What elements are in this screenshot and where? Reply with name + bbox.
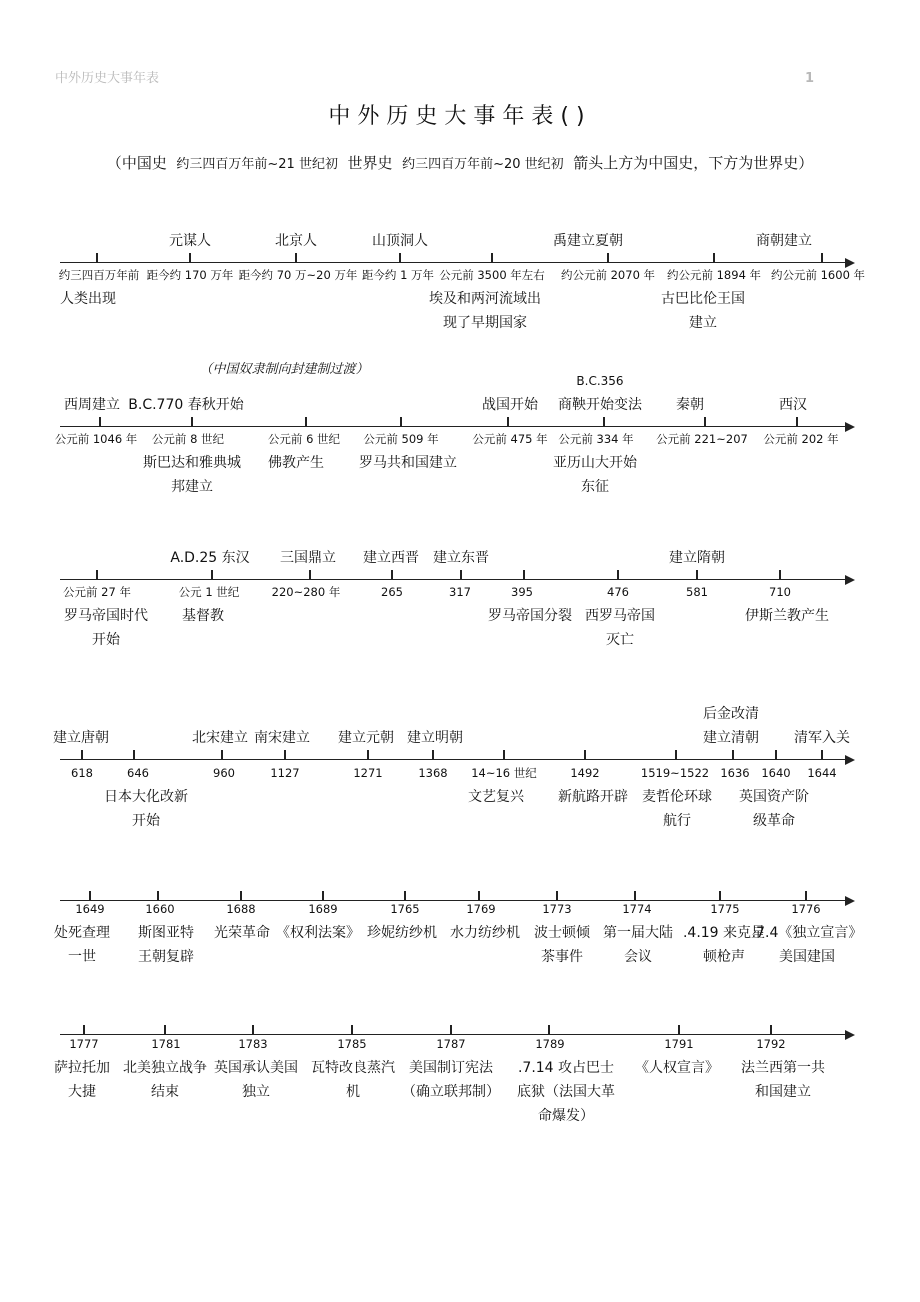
world-event: 一世 bbox=[68, 949, 96, 965]
subtitle-world-range: 约三四百万年前~20 世纪初 bbox=[402, 157, 564, 172]
date-label: 960 bbox=[213, 766, 235, 780]
china-event: 建立东晋 bbox=[433, 550, 489, 566]
timeline-tick bbox=[491, 253, 492, 262]
timeline-tick bbox=[507, 417, 508, 426]
china-event: 南宋建立 bbox=[254, 730, 310, 746]
date-label: 1649 bbox=[75, 902, 105, 916]
subtitle-china: 中国史 bbox=[121, 154, 167, 172]
timeline-tick bbox=[805, 891, 806, 900]
world-event: 伊斯兰教产生 bbox=[745, 608, 829, 624]
date-label: 距今约 170 万年 bbox=[146, 268, 234, 282]
date-label: 1492 bbox=[570, 766, 600, 780]
world-event: 罗马帝国分裂 bbox=[488, 608, 572, 624]
date-label: 约公元前 1894 年 bbox=[666, 268, 762, 282]
world-event: 茶事件 bbox=[541, 949, 583, 965]
world-event: 底狱（法国大革 bbox=[517, 1084, 615, 1100]
date-label: 618 bbox=[71, 766, 93, 780]
arrow-icon bbox=[845, 575, 855, 585]
timeline-tick bbox=[523, 570, 524, 579]
date-label: 1660 bbox=[145, 902, 175, 916]
china-event: 禹建立夏朝 bbox=[553, 233, 623, 249]
timeline-tick bbox=[432, 750, 433, 759]
world-event: 英国资产阶 bbox=[739, 789, 809, 805]
china-event: 北京人 bbox=[275, 233, 317, 249]
arrow-icon bbox=[845, 755, 855, 765]
date-label: 1781 bbox=[151, 1037, 181, 1051]
date-label: 1791 bbox=[664, 1037, 694, 1051]
timeline-axis bbox=[60, 1034, 845, 1035]
china-event: 建立明朝 bbox=[407, 730, 463, 746]
date-label: 距今约 1 万年 bbox=[361, 268, 435, 282]
world-event: 罗马帝国时代 bbox=[64, 608, 148, 624]
date-label: 1785 bbox=[337, 1037, 367, 1051]
timeline-tick bbox=[240, 891, 241, 900]
timeline-tick bbox=[770, 1025, 771, 1034]
timeline-tick bbox=[252, 1025, 253, 1034]
date-label: 约公元前 2070 年 bbox=[560, 268, 656, 282]
world-event: 王朝复辟 bbox=[138, 949, 194, 965]
world-event: 西罗马帝国 bbox=[585, 608, 655, 624]
date-label: 公元前 334 年 bbox=[558, 432, 634, 446]
china-event: 战国开始 bbox=[482, 397, 538, 413]
timeline-tick bbox=[779, 570, 780, 579]
timeline-tick bbox=[675, 750, 676, 759]
arrow-icon bbox=[845, 1030, 855, 1040]
timeline-tick bbox=[796, 417, 797, 426]
date-label: 公元前 509 年 bbox=[363, 432, 439, 446]
world-event: 珍妮纺纱机 bbox=[367, 925, 437, 941]
date-label: 646 bbox=[127, 766, 149, 780]
date-label: 220~280 年 bbox=[271, 585, 341, 599]
timeline-tick bbox=[404, 891, 405, 900]
world-event: 现了早期国家 bbox=[443, 315, 527, 331]
subtitle-open: （ bbox=[106, 154, 122, 172]
date-label: 公元前 3500 年左右 bbox=[439, 268, 545, 282]
document-header: 中外历史大事年表 bbox=[55, 71, 160, 86]
world-event: .4.19 来克星 bbox=[682, 925, 766, 941]
china-event: 山顶洞人 bbox=[372, 233, 428, 249]
date-label: 1775 bbox=[710, 902, 740, 916]
world-event: 埃及和两河流域出 bbox=[429, 291, 541, 307]
timeline-tick bbox=[399, 253, 400, 262]
world-event: 波士顿倾 bbox=[534, 925, 590, 941]
date-label: 公元前 221~207 bbox=[656, 432, 748, 446]
world-event: 独立 bbox=[242, 1084, 270, 1100]
china-event-note: B.C.356 bbox=[576, 374, 624, 388]
world-event: .7.4《独立宣言》 bbox=[751, 925, 863, 941]
date-label: 公元前 8 世纪 bbox=[151, 432, 225, 446]
china-event: 建立西晋 bbox=[363, 550, 419, 566]
timeline-tick bbox=[295, 253, 296, 262]
world-event: 结束 bbox=[151, 1084, 179, 1100]
timeline-tick bbox=[617, 570, 618, 579]
timeline-tick bbox=[191, 417, 192, 426]
world-event: 新航路开辟 bbox=[558, 789, 628, 805]
timeline-tick bbox=[821, 750, 822, 759]
timeline-tick bbox=[367, 750, 368, 759]
world-event: 文艺复兴 bbox=[468, 789, 524, 805]
timeline-tick bbox=[400, 417, 401, 426]
date-label: 395 bbox=[511, 585, 533, 599]
date-label: 约公元前 1600 年 bbox=[770, 268, 866, 282]
timeline-tick bbox=[211, 570, 212, 579]
timeline-tick bbox=[81, 750, 82, 759]
timeline-tick bbox=[133, 750, 134, 759]
world-event: 级革命 bbox=[753, 813, 795, 829]
timeline-tick bbox=[157, 891, 158, 900]
subtitle-china-range: 约三四百万年前~21 世纪初 bbox=[176, 157, 338, 172]
world-event: 光荣革命 bbox=[214, 925, 270, 941]
date-label: 1127 bbox=[270, 766, 300, 780]
date-label: 1789 bbox=[535, 1037, 565, 1051]
date-label: 1774 bbox=[622, 902, 652, 916]
date-label: 317 bbox=[449, 585, 471, 599]
world-event: 人类出现 bbox=[60, 291, 116, 307]
timeline-tick bbox=[556, 891, 557, 900]
china-event: 建立清朝 bbox=[703, 730, 759, 746]
world-event: 美国制订宪法 bbox=[409, 1060, 493, 1076]
world-event: 佛教产生 bbox=[268, 455, 324, 471]
timeline-tick bbox=[548, 1025, 549, 1034]
date-label: 1792 bbox=[756, 1037, 786, 1051]
date-label: 公元前 1046 年 bbox=[54, 432, 138, 446]
timeline-tick bbox=[713, 253, 714, 262]
world-event: 英国承认美国 bbox=[214, 1060, 298, 1076]
china-event: 商朝建立 bbox=[756, 233, 812, 249]
timeline-tick bbox=[678, 1025, 679, 1034]
timeline-tick bbox=[719, 891, 720, 900]
timeline-tick bbox=[696, 570, 697, 579]
china-event: 西汉 bbox=[779, 397, 807, 413]
timeline-tick bbox=[189, 253, 190, 262]
date-label: 1777 bbox=[69, 1037, 99, 1051]
timeline-tick bbox=[83, 1025, 84, 1034]
page-subtitle bbox=[0, 156, 920, 171]
timeline-tick bbox=[704, 417, 705, 426]
timeline-tick bbox=[460, 570, 461, 579]
subtitle-note: 箭头上方为中国史，下方为世界史） bbox=[573, 154, 814, 172]
timeline-tick bbox=[478, 891, 479, 900]
date-label: 1640 bbox=[761, 766, 791, 780]
world-event: 东征 bbox=[581, 479, 609, 495]
world-event: 大捷 bbox=[68, 1084, 96, 1100]
china-event: 元谋人 bbox=[169, 233, 211, 249]
timeline-tick bbox=[732, 750, 733, 759]
world-event: 建立 bbox=[689, 315, 717, 331]
timeline-tick bbox=[634, 891, 635, 900]
date-label: 公元前 6 世纪 bbox=[267, 432, 341, 446]
world-event: 机 bbox=[346, 1084, 360, 1100]
era-note: （中国奴隶制向封建制过渡） bbox=[199, 362, 369, 377]
world-event: 萨拉托加 bbox=[54, 1060, 110, 1076]
date-label: 公元前 27 年 bbox=[63, 585, 131, 599]
world-event: 灭亡 bbox=[606, 632, 634, 648]
date-label: 1689 bbox=[308, 902, 338, 916]
date-label: 1688 bbox=[226, 902, 256, 916]
date-label: 1783 bbox=[238, 1037, 268, 1051]
timeline-axis bbox=[60, 759, 845, 760]
date-label: 1765 bbox=[390, 902, 420, 916]
world-event: 麦哲伦环球 bbox=[642, 789, 712, 805]
china-event: 清军入关 bbox=[794, 730, 850, 746]
timeline-tick bbox=[603, 417, 604, 426]
timeline-tick bbox=[584, 750, 585, 759]
date-label: 1636 bbox=[720, 766, 750, 780]
page-title: 中外历史大事年表() bbox=[328, 104, 592, 129]
timeline-tick bbox=[391, 570, 392, 579]
china-event: 北宋建立 bbox=[192, 730, 248, 746]
china-event: 建立隋朝 bbox=[669, 550, 725, 566]
arrow-icon bbox=[845, 258, 855, 268]
timeline-tick bbox=[305, 417, 306, 426]
date-label: 1776 bbox=[791, 902, 821, 916]
date-label: 1271 bbox=[353, 766, 383, 780]
arrow-icon bbox=[845, 422, 855, 432]
timeline-tick bbox=[775, 750, 776, 759]
world-event: 第一届大陆 bbox=[603, 925, 673, 941]
world-event: 和国建立 bbox=[755, 1084, 811, 1100]
world-event: 会议 bbox=[624, 949, 652, 965]
world-event: 顿枪声 bbox=[703, 949, 745, 965]
date-label: 581 bbox=[686, 585, 708, 599]
world-event: 开始 bbox=[132, 813, 160, 829]
timeline-tick bbox=[164, 1025, 165, 1034]
world-event: 基督教 bbox=[182, 608, 224, 624]
timeline-axis bbox=[60, 579, 845, 580]
china-event: 三国鼎立 bbox=[280, 550, 336, 566]
date-label: 1787 bbox=[436, 1037, 466, 1051]
timeline-tick bbox=[99, 417, 100, 426]
timeline-tick bbox=[607, 253, 608, 262]
china-event: 建立唐朝 bbox=[53, 730, 109, 746]
world-event: 命爆发） bbox=[538, 1108, 594, 1124]
china-event: 建立元朝 bbox=[338, 730, 394, 746]
date-label: 1519~1522 bbox=[640, 766, 710, 780]
date-label: 公元前 202 年 bbox=[763, 432, 839, 446]
timeline-tick bbox=[221, 750, 222, 759]
world-event: 美国建国 bbox=[779, 949, 835, 965]
timeline-tick bbox=[309, 570, 310, 579]
date-label: 710 bbox=[769, 585, 791, 599]
timeline-tick bbox=[284, 750, 285, 759]
date-label: 公元 1 世纪 bbox=[178, 585, 240, 599]
timeline-tick bbox=[450, 1025, 451, 1034]
china-event: A.D.25 东汉 bbox=[170, 550, 250, 566]
timeline-tick bbox=[351, 1025, 352, 1034]
world-event: （确立联邦制） bbox=[402, 1084, 500, 1100]
china-event: 西周建立 bbox=[64, 397, 120, 413]
date-label: 公元前 475 年 bbox=[472, 432, 548, 446]
date-label: 265 bbox=[381, 585, 403, 599]
world-event: 斯巴达和雅典城 bbox=[143, 455, 241, 471]
timeline-tick bbox=[322, 891, 323, 900]
world-event: 《权利法案》 bbox=[276, 925, 360, 941]
timeline-axis bbox=[60, 262, 845, 263]
world-event: 邦建立 bbox=[171, 479, 213, 495]
timeline-tick bbox=[821, 253, 822, 262]
date-label: 约三四百万年前 bbox=[58, 268, 140, 282]
china-event: B.C.770 春秋开始 bbox=[128, 397, 244, 413]
timeline-tick bbox=[96, 253, 97, 262]
timeline-axis bbox=[60, 426, 845, 427]
world-event: 处死查理 bbox=[54, 925, 110, 941]
world-event: 古巴比伦王国 bbox=[661, 291, 745, 307]
world-event: 航行 bbox=[663, 813, 691, 829]
world-event: 亚历山大开始 bbox=[553, 455, 637, 471]
china-event: 秦朝 bbox=[676, 397, 704, 413]
china-event-note: 后金改清 bbox=[703, 706, 759, 722]
timeline-tick bbox=[96, 570, 97, 579]
china-event: 商鞅开始变法 bbox=[558, 397, 642, 413]
date-label: 14~16 世纪 bbox=[471, 766, 537, 780]
date-label: 1769 bbox=[466, 902, 496, 916]
world-event: 《人权宣言》 bbox=[635, 1060, 719, 1076]
world-event: 法兰西第一共 bbox=[741, 1060, 825, 1076]
page-number: 1 bbox=[805, 71, 815, 86]
date-label: 1644 bbox=[807, 766, 837, 780]
world-event: 瓦特改良蒸汽 bbox=[311, 1060, 395, 1076]
timeline-tick bbox=[89, 891, 90, 900]
arrow-icon bbox=[845, 896, 855, 906]
date-label: 距今约 70 万~20 万年 bbox=[238, 268, 358, 282]
date-label: 476 bbox=[607, 585, 629, 599]
world-event: 北美独立战争 bbox=[123, 1060, 207, 1076]
world-event: 日本大化改新 bbox=[104, 789, 188, 805]
date-label: 1368 bbox=[418, 766, 448, 780]
date-label: 1773 bbox=[542, 902, 572, 916]
subtitle-world: 世界史 bbox=[347, 154, 393, 172]
world-event: 水力纺纱机 bbox=[450, 925, 520, 941]
world-event: 斯图亚特 bbox=[138, 925, 194, 941]
timeline-tick bbox=[503, 750, 504, 759]
world-event: 开始 bbox=[92, 632, 120, 648]
world-event: 罗马共和国建立 bbox=[359, 455, 457, 471]
world-event: .7.14 攻占巴士 bbox=[517, 1060, 615, 1076]
